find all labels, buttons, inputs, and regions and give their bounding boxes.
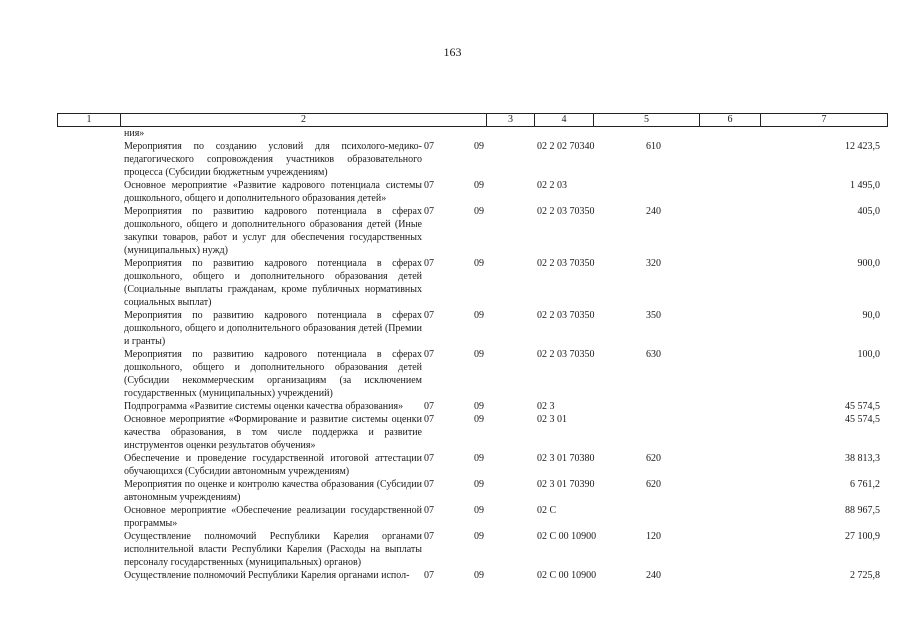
row-target-code: 02 2 03 70350 [537, 206, 595, 217]
row-subsection: 09 [474, 206, 484, 217]
row-target-code: 02 2 03 [537, 180, 567, 191]
row-amount: 2 725,8 [850, 570, 880, 581]
row-subsection: 09 [474, 258, 484, 269]
row-section: 07 [424, 453, 434, 464]
row-expense-type [642, 504, 706, 530]
row-subsection: 09 [474, 349, 484, 360]
table-row [57, 478, 886, 504]
row-expense-type [642, 179, 706, 205]
header-col-4: 4 [535, 114, 594, 126]
page-number: 163 [443, 45, 462, 59]
row-target-code: 02 2 03 70350 [537, 310, 595, 321]
row-amount: 1 495,0 [850, 180, 880, 191]
row-subsection: 09 [474, 401, 484, 412]
row-expense-type: 620 [646, 479, 661, 490]
table-row [57, 530, 886, 569]
row-amount: 12 423,5 [845, 141, 880, 152]
row-target-code: 02 С 00 10900 [537, 531, 597, 542]
row-name: Обеспечение и проведение государственной итоговой аттестации обучающихся (Субсидии автономным учреждениям) [124, 453, 422, 477]
row-section: 07 [424, 401, 434, 412]
table-row [57, 400, 886, 413]
row-amount: 6 761,2 [850, 479, 880, 490]
header-col-3: 3 [487, 114, 535, 126]
row-name: Основное мероприятие «Формирование и развитие системы оценки качества образования, в том числе поддержка и развитие инструментов оценки результатов обучения» [124, 414, 422, 451]
row-section: 07 [424, 180, 434, 191]
row-amount: 38 813,3 [845, 453, 880, 464]
table-row [57, 569, 886, 582]
table-row [57, 257, 886, 309]
row-amount: 100,0 [857, 349, 880, 360]
row-subsection [471, 127, 532, 140]
row-section: 07 [424, 258, 434, 269]
row-subsection: 09 [474, 570, 484, 581]
row-amount: 88 967,5 [845, 505, 880, 516]
row-target-code: 02 2 03 70350 [537, 258, 595, 269]
row-target-code [532, 127, 642, 140]
header-col-7: 7 [821, 114, 827, 125]
row-amount: 405,0 [857, 206, 880, 217]
row-name: Мероприятия по развитию кадрового потенциала в сферах дошкольного, общего и дополнительного образования детей (Социальные выплаты гражданам, кроме публичных нормативных социальных выплат) [124, 258, 422, 308]
row-target-code: 02 2 02 70340 [537, 141, 595, 152]
row-amount: 45 574,5 [845, 401, 880, 412]
header-col-1: 1 [58, 114, 121, 126]
table-row [57, 504, 886, 530]
row-name: Мероприятия по развитию кадрового потенциала в сферах дошкольного, общего и дополнительного образования детей (Премии и гранты) [124, 310, 422, 347]
row-target-code: 02 3 01 70380 [537, 453, 595, 464]
row-target-code: 02 С 00 10900 [537, 570, 597, 581]
row-name: ния» [124, 128, 145, 139]
row-subsection: 09 [474, 505, 484, 516]
row-section [422, 127, 471, 140]
row-expense-type: 630 [646, 349, 661, 360]
row-name: Мероприятия по развитию кадрового потенциала в сферах дошкольного, общего и дополнительного образования детей (Иные закупки товаров, работ и услуг для обеспечения государственных (муниципальных) нужд) [124, 206, 422, 256]
table-body [57, 127, 886, 582]
row-name: Основное мероприятие «Обеспечение реализации государственной программы» [124, 505, 422, 529]
table-row [57, 309, 886, 348]
row-name: Осуществление полномочий Республики Карелия органами испол- [124, 570, 410, 581]
row-subsection: 09 [474, 310, 484, 321]
header-col-5: 5 [594, 114, 700, 126]
row-section: 07 [424, 206, 434, 217]
table-row [57, 452, 886, 478]
row-name: Осуществление полномочий Республики Карелия органами исполнительной власти Республики Карелия (Расходы на выплаты персоналу государственных (муниципальных) органов) [124, 531, 422, 568]
row-expense-type: 350 [646, 310, 661, 321]
row-section: 07 [424, 141, 434, 152]
row-amount: 90,0 [862, 310, 880, 321]
row-section: 07 [424, 570, 434, 581]
row-subsection: 09 [474, 141, 484, 152]
row-target-code: 02 3 [537, 401, 555, 412]
row-expense-type: 120 [646, 531, 661, 542]
table-header [57, 113, 888, 127]
row-target-code: 02 3 01 [537, 414, 567, 425]
table-row [57, 205, 886, 257]
row-expense-type [642, 413, 706, 452]
table-row [57, 179, 886, 205]
row-subsection: 09 [474, 479, 484, 490]
row-amount: 45 574,5 [845, 414, 880, 425]
row-section: 07 [424, 414, 434, 425]
row-expense-type [642, 127, 706, 140]
row-subsection: 09 [474, 180, 484, 191]
row-subsection: 09 [474, 453, 484, 464]
row-target-code: 02 2 03 70350 [537, 349, 595, 360]
table-row [57, 140, 886, 179]
row-amount: 27 100,9 [845, 531, 880, 542]
row-name: Основное мероприятие «Развитие кадрового потенциала системы дошкольного, общего и дополнительного образования детей» [124, 180, 422, 204]
table-row [57, 413, 886, 452]
row-expense-type: 610 [646, 141, 661, 152]
row-amount [706, 127, 886, 140]
row-expense-type [642, 400, 706, 413]
row-section: 07 [424, 531, 434, 542]
row-target-code: 02 3 01 70390 [537, 479, 595, 490]
row-section: 07 [424, 505, 434, 516]
header-col-6: 6 [700, 114, 761, 126]
table-row [57, 127, 886, 140]
row-amount: 900,0 [857, 258, 880, 269]
row-name: Мероприятия по созданию условий для психолого-медико-педагогического сопровождения участников образовательного процесса (Субсидии бюджетным учреждениям) [124, 141, 422, 178]
row-subsection: 09 [474, 531, 484, 542]
row-expense-type: 620 [646, 453, 661, 464]
row-name: Мероприятия по развитию кадрового потенциала в сферах дошкольного, общего и дополнительного образования детей (Субсидии некоммерческим организациям (за исключением государственных (муниципальных) учреждений) [124, 349, 422, 399]
row-section: 07 [424, 349, 434, 360]
header-col-2: 2 [121, 114, 487, 126]
row-expense-type: 240 [646, 206, 661, 217]
row-target-code: 02 С [537, 505, 557, 516]
row-name: Мероприятия по оценке и контролю качества образования (Субсидии автономным учреждениям) [124, 479, 422, 503]
row-name: Подпрограмма «Развитие системы оценки качества образования» [124, 401, 404, 412]
table-row [57, 348, 886, 400]
row-subsection: 09 [474, 414, 484, 425]
row-expense-type: 240 [646, 570, 661, 581]
row-section: 07 [424, 479, 434, 490]
row-section: 07 [424, 310, 434, 321]
row-expense-type: 320 [646, 258, 661, 269]
